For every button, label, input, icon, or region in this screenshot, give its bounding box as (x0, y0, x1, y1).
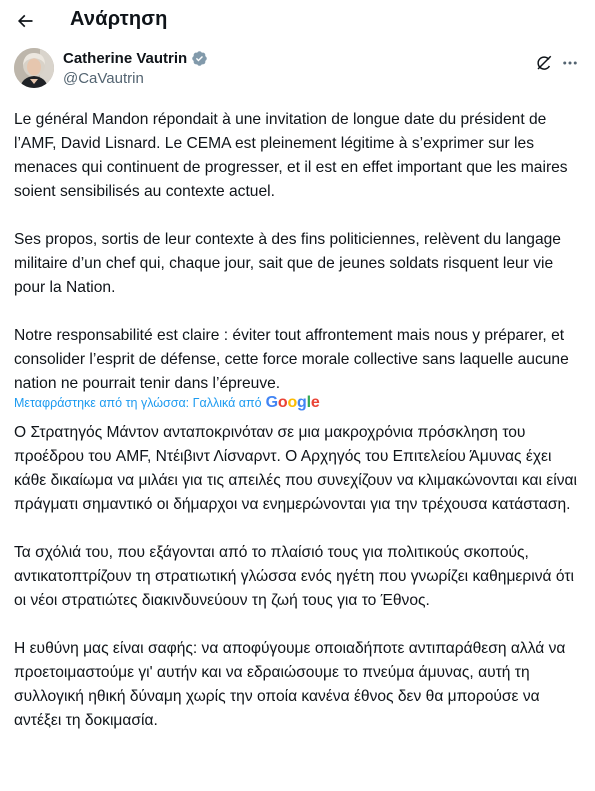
avatar[interactable] (14, 48, 54, 88)
more-horizontal-icon (561, 54, 579, 72)
post-translated-text (14, 421, 584, 733)
top-bar (0, 0, 595, 42)
avatar-portrait-icon (14, 48, 54, 88)
post-paragraph: Ο Στρατηγός Μάντον ανταποκρινόταν σε μια μακροχρόνια πρόσκληση του προέδρου του AMF, Ντέιβιντ Λίσναρντ. Ο Αρχηγός του Επιτελείου Άμυνας έχει κάθε δικαίωμα να μιλάει για τις απειλές που συνεχίζουν να κλιμακώνονται και είναι πράγματι σημαντικό οι δήμαρχοι να ενημερώνονται για την τρέχουσα κατάσταση. (14, 424, 577, 513)
grok-button[interactable] (533, 52, 555, 74)
post-paragraph: Notre responsabilité est claire : éviter tout affrontement mais nous y préparer, et consolider l’esprit de défense, cette force morale collective sans laquelle aucune nation ne pourrait tenir dans l’épreuve. (14, 327, 569, 392)
page-title: Ανάρτηση (70, 8, 168, 30)
google-logo: Google (265, 394, 320, 411)
post-author (0, 44, 595, 92)
author-name-text: Catherine Vautrin (63, 50, 188, 67)
post-paragraph: Ses propos, sortis de leur contexte à des fins politiciennes, relèvent du langage militaire d’un chef qui, chaque jour, sait que de jeunes soldats risquent leur vie pour la Nation. (14, 231, 561, 296)
author-handle[interactable]: @CaVautrin (63, 70, 144, 87)
arrow-left-icon (15, 11, 35, 31)
post-paragraph: Η ευθύνη μας είναι σαφής: να αποφύγουμε οποιαδήποτε αντιπαράθεση αλλά να προετοιμαστούμε γι' αυτήν και να εδραιώσουμε το πνεύμα άμυνας, αυτή τη συλλογική ηθική δύναμη χωρίς την οποία κανένα έθνος δεν θα μπορούσε να αντέξει τη δοκιμασία. (14, 640, 566, 729)
translation-note-text: Μεταφράστηκε από τη γλώσσα: Γαλλικά από (14, 396, 262, 410)
verified-badge-icon[interactable] (191, 50, 208, 67)
translation-note[interactable] (14, 393, 320, 413)
post-paragraph: Le général Mandon répondait à une invitation de longue date du président de l’AMF, David Lisnard. Le CEMA est pleinement légitime à s’exprimer sur les menaces qui continuent de progresser, et il est en effet important que les maires soient sensibilisés au contexte actuel. (14, 111, 568, 200)
post-paragraph: Τα σχόλιά του, που εξάγονται από το πλαίσιό τους για πολιτικούς σκοπούς, αντικατοπτρίζουν τη στρατιωτική γλώσσα ενός ηγέτη που γνωρίζει καθημερινά ότι οι νέοι στρατιώτες διακινδυνεύουν τη ζωή τους για το Έθνος. (14, 544, 574, 609)
more-options-button[interactable] (558, 52, 582, 74)
back-button[interactable] (10, 6, 40, 36)
grok-icon (535, 54, 553, 72)
post-original-text (14, 108, 584, 396)
author-name[interactable] (63, 50, 208, 67)
